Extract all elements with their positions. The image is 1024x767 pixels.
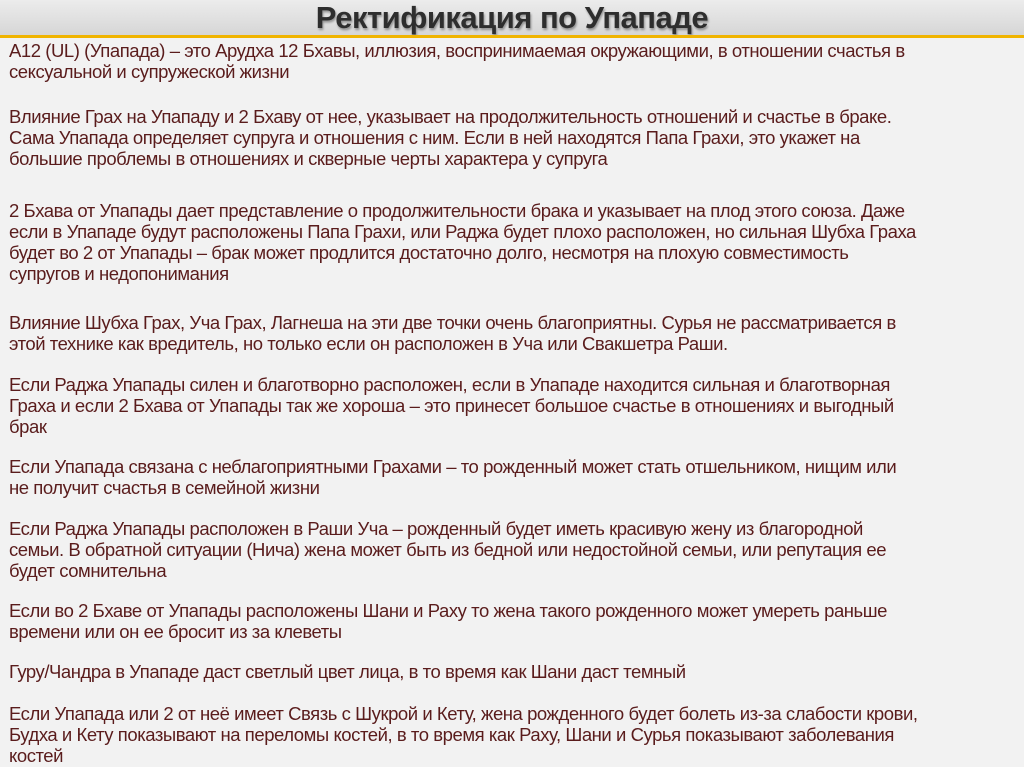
paragraph-line: Если Упапада или 2 от неё имеет Связь с Шукрой и Кету, жена рожденного будет болеть из-за слабости крови, xyxy=(9,703,918,724)
paragraph xyxy=(9,518,886,581)
paragraph xyxy=(9,600,887,642)
paragraph-line: брак xyxy=(9,416,47,437)
paragraph-line: если в Упападе будут расположены Папа Грахи, или Раджа будет плохо расположен, но сильная Шубха Граха xyxy=(9,221,916,242)
paragraph-line: будет сомнительна xyxy=(9,560,167,581)
paragraph xyxy=(9,200,916,284)
paragraph-line: времени или он ее бросит из за клеветы xyxy=(9,621,342,642)
paragraph-line: 2 Бхава от Упапады дает представление о продолжительности брака и указывает на плод этого союза. Даже xyxy=(9,200,905,221)
paragraph-line: Влияние Грах на Упападу и 2 Бхаву от нее, указывает на продолжительность отношений и счастье в браке. xyxy=(9,106,892,127)
paragraph-line: этой технике как вредитель, но только если он расположен в Уча или Свакшетра Раши. xyxy=(9,333,728,354)
paragraph xyxy=(9,312,896,354)
paragraph-line: Будха и Кету показывают на переломы костей, в то время как Раху, Шани и Сурья показывают заболевания xyxy=(9,724,894,745)
paragraph-line: супругов и недопонимания xyxy=(9,263,229,284)
title-divider xyxy=(0,35,1024,38)
paragraph-line: Влияние Шубха Грах, Уча Грах, Лагнеша на эти две точки очень благоприятны. Сурья не рассматривается в xyxy=(9,312,896,333)
paragraph-line: большие проблемы в отношениях и скверные черты характера у супруга xyxy=(9,148,608,169)
paragraph-line: A12 (UL) (Упапада) – это Арудха 12 Бхавы, иллюзия, воспринимаемая окружающими, в отношении счастья в xyxy=(9,40,905,61)
paragraph-line: Сама Упапада определяет супруга и отношения с ним. Если в ней находятся Папа Грахи, это укажет на xyxy=(9,127,860,148)
paragraph-line: семьи. В обратной ситуации (Нича) жена может быть из бедной или недостойной семьи, или репутация ее xyxy=(9,539,887,560)
paragraph xyxy=(9,106,891,169)
paragraph-line: Если Упапада связана с неблагоприятными Грахами – то рожденный может стать отшельником, нищим или xyxy=(9,456,897,477)
paragraph xyxy=(9,456,896,498)
paragraph xyxy=(9,703,918,766)
slide-title: Ректификация по Упападе xyxy=(315,0,709,35)
paragraph-line: костей xyxy=(9,745,64,766)
paragraph-line: сексуальной и супружеской жизни xyxy=(9,61,290,82)
paragraph-line: Если Раджа Упапады силен и благотворно расположен, если в Упападе находится сильная и благотворная xyxy=(9,374,890,395)
paragraph-line: не получит счастья в семейной жизни xyxy=(9,477,320,498)
paragraph-line: Если во 2 Бхаве от Упапады расположены Шани и Раху то жена такого рожденного может умереть раньше xyxy=(9,600,887,621)
paragraph xyxy=(9,40,905,82)
paragraph xyxy=(9,661,686,682)
paragraph-line: будет во 2 от Упапады – брак может продлится достаточно долго, несмотря на плохую совместимость xyxy=(9,242,849,263)
paragraph xyxy=(9,374,894,437)
paragraph-line: Если Раджа Упапады расположен в Раши Уча – рожденный будет иметь красивую жену из благородной xyxy=(9,518,863,539)
paragraph-line: Граха и если 2 Бхава от Упапады так же хороша – это принесет большое счастье в отношениях и выгодный xyxy=(9,395,894,416)
paragraph-line: Гуру/Чандра в Упападе даст светлый цвет лица, в то время как Шани даст темный xyxy=(9,661,686,682)
